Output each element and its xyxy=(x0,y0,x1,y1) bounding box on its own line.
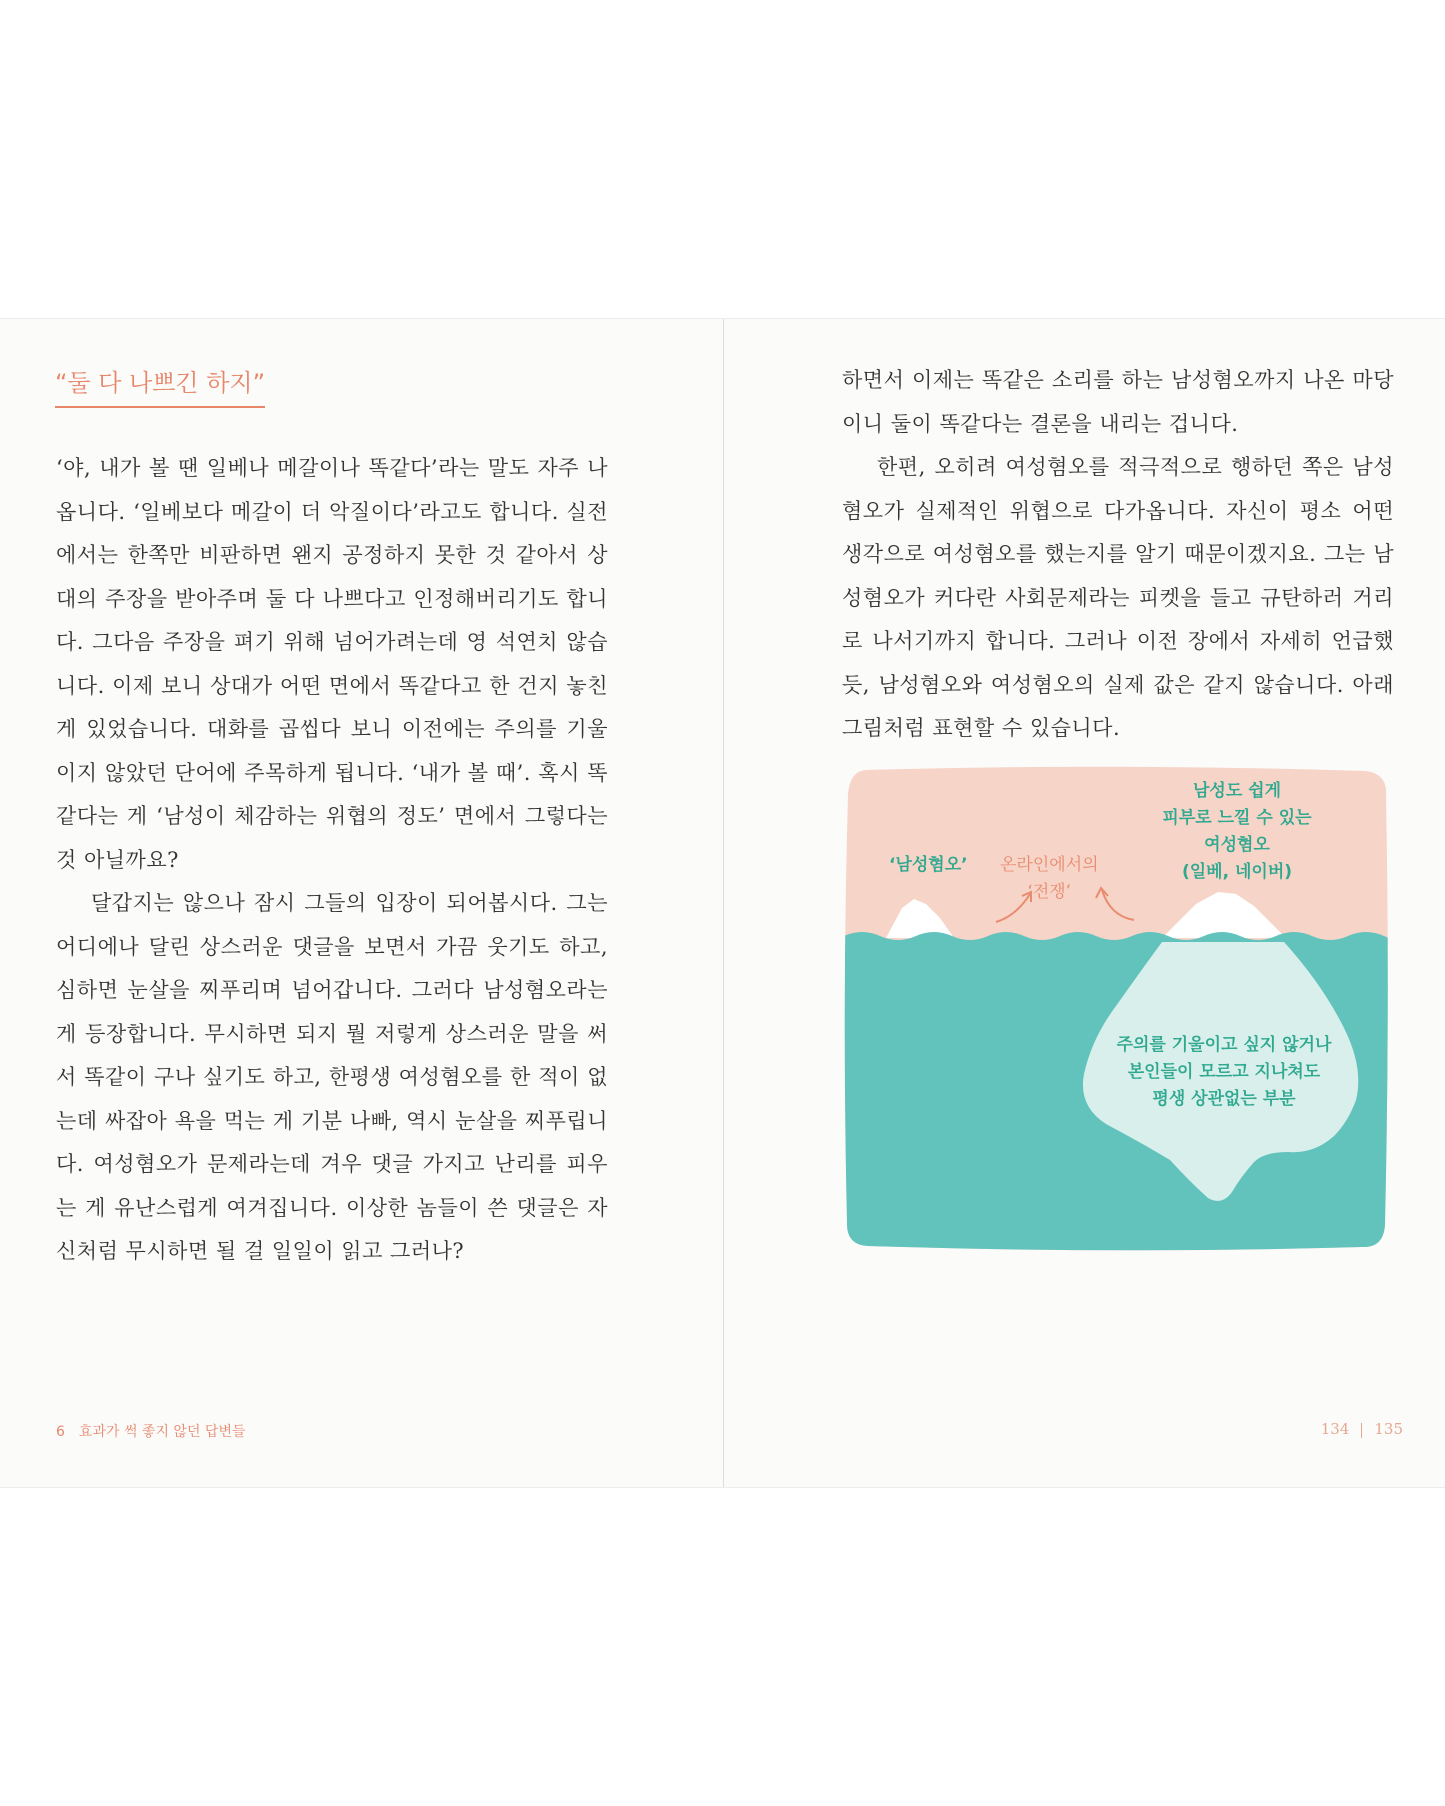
label-hidden-misogyny: 주의를 기울이고 싶지 않거나 본인들이 모르고 지나쳐도 평생 상관없는 부분 xyxy=(1116,1035,1332,1109)
page-number-separator xyxy=(1361,1423,1362,1438)
label-male-misandry: ‘남성혐오’ xyxy=(889,855,968,875)
paragraph: 달갑지는 않으나 잠시 그들의 입장이 되어봅시다. 그는 어디에나 달린 상스러운 댓글을 보면서 가끔 웃기도 하고, 심하면 눈살을 찌푸리며 넘어갑니다. 그러다 남성혐오라는 게 등장합니다. 무시하면 되지 뭘 저렇게 상스러운 말을 써서 똑같이 구나 싶기도 하고, 한평생 여성혐오를 한 적이 없는데 싸잡아 욕을 먹는 게 기분 나빠, 역시 눈살을 찌푸립니다. 여성혐오가 문제라는데 겨우 댓글 가지고 난리를 피우는 게 유난스럽게 여겨집니다. 이상한 놈들이 쓴 댓글은 자신처럼 무시하면 될 걸 일일이 읽고 그러나? xyxy=(56,891,608,1263)
page-number-right: 135 xyxy=(1374,1420,1403,1438)
chapter-title: 효과가 썩 좋지 않던 답변들 xyxy=(78,1424,246,1440)
label-online-war: 온라인에서의 ‘전쟁’ xyxy=(1000,855,1099,902)
right-page xyxy=(724,319,1445,1487)
chapter-number: 6 xyxy=(56,1424,65,1440)
label-visible-misogyny: 남성도 쉽게 피부로 느낄 수 있는 여성혐오 (일베, 네이버) xyxy=(1162,781,1312,882)
section-title: “둘 다 나쁘긴 하지” xyxy=(55,363,265,408)
left-page xyxy=(0,319,722,1487)
running-footer xyxy=(56,1421,246,1441)
book-spread xyxy=(0,318,1445,1488)
right-body-text xyxy=(842,359,1394,751)
left-body-text xyxy=(56,447,608,1274)
page-number-left: 134 xyxy=(1320,1420,1350,1438)
paragraph: ‘야, 내가 볼 땐 일베나 메갈이나 똑같다’라는 말도 자주 나옵니다. ‘일베보다 메갈이 더 악질이다’라고도 합니다. 실전에서는 한쪽만 비판하면 왠지 공정하지 못한 것 같아서 상대의 주장을 받아주며 둘 다 나쁘다고 인정해버리기도 합니다. 그다음 주장을 펴기 위해 넘어가려는데 영 석연치 않습니다. 이제 보니 상대가 어떤 면에서 똑같다고 한 건지 놓친 게 있었습니다. 대화를 곱씹다 보니 이전에는 주의를 기울이지 않았던 단어에 주목하게 됩니다. ‘내가 볼 때’. 혹시 똑같다는 게 ‘남성이 체감하는 위협의 정도’ 면에서 그렇다는 것 아닐까요? xyxy=(56,456,608,872)
paragraph: 하면서 이제는 똑같은 소리를 하는 남성혐오까지 나온 마당이니 둘이 똑같다는 결론을 내리는 겁니다. xyxy=(842,368,1394,436)
iceberg-illustration xyxy=(844,766,1389,1252)
paragraph: 한편, 오히려 여성혐오를 적극적으로 행하던 쪽은 남성혐오가 실제적인 위협으로 다가옵니다. 자신이 평소 어떤 생각으로 여성혐오를 했는지를 알기 때문이겠지요. 그는 남성혐오가 커다란 사회문제라는 피켓을 들고 규탄하러 거리로 나서기까지 합니다. 그러나 이전 장에서 자세히 언급했듯, 남성혐오와 여성혐오의 실제 값은 같지 않습니다. 아래 그림처럼 표현할 수 있습니다. xyxy=(842,455,1394,740)
page-numbers xyxy=(1321,1420,1403,1438)
